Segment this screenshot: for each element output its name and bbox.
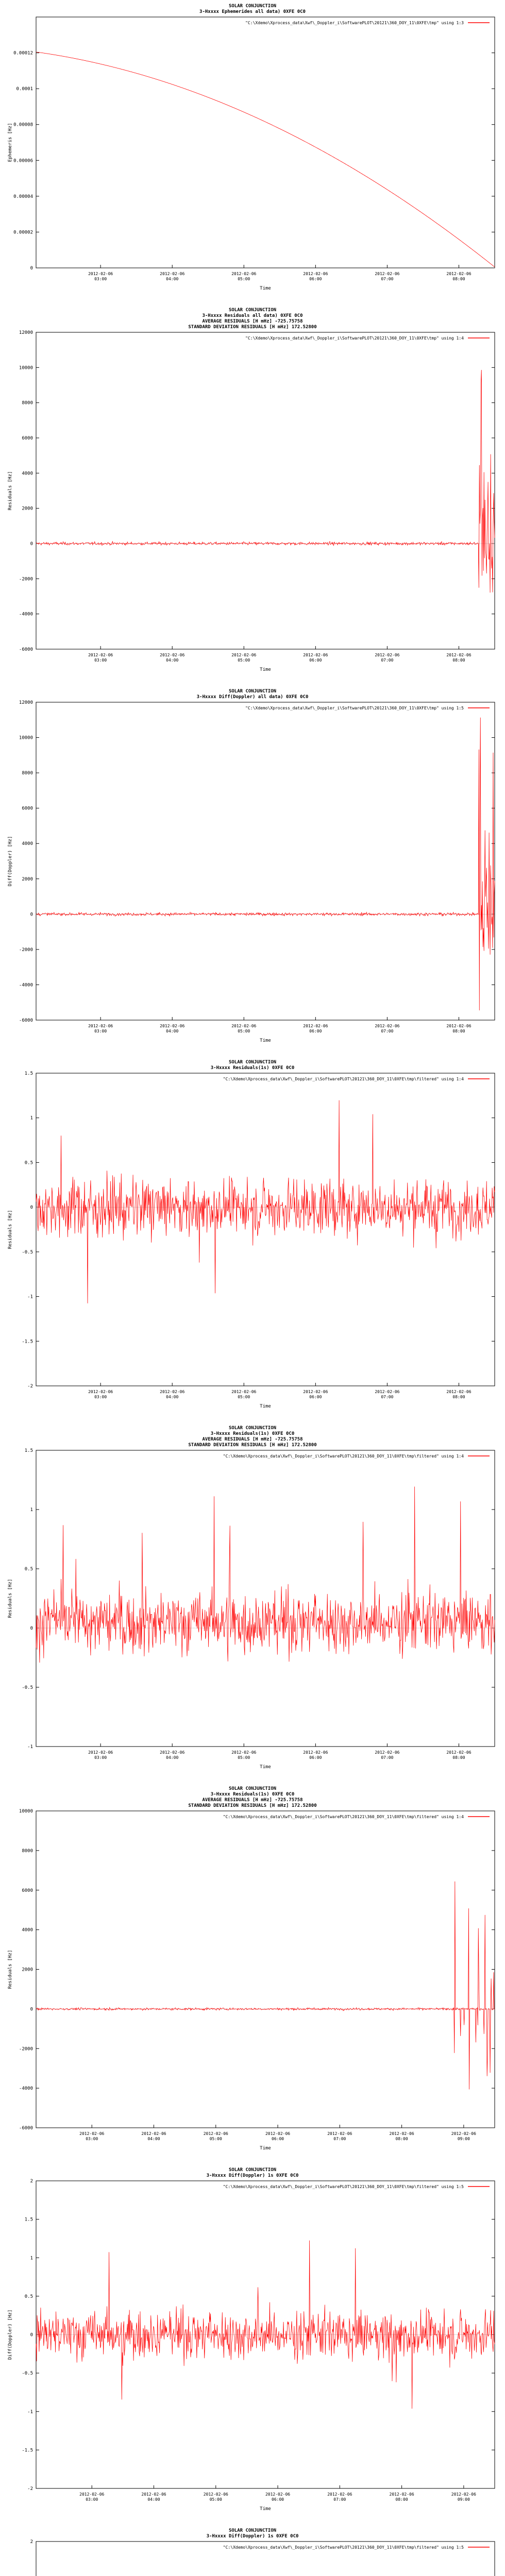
y-tick-label: 1 (30, 1115, 33, 1121)
x-tick-label: 2012-02-06 05:00 (231, 272, 257, 281)
x-axis-label: Time (260, 2506, 271, 2512)
x-tick-label: 2012-02-06 03:00 (88, 1389, 113, 1399)
chart-panel-6 (8, 1786, 495, 2151)
legend-label: "C:\Xdemo\Xprocess_data\Xwf\_Doppler_i\SoftwarePLOT\20121\360_DOY_11\0XFE\tmp\filtered" using 1:4 (223, 1815, 464, 1819)
y-tick-label: 2 (30, 2179, 33, 2184)
y-tick-label: 0.00008 (13, 122, 33, 128)
y-tick-label: 0 (30, 2332, 33, 2338)
x-tick-label: 2012-02-06 06:00 (265, 2131, 291, 2141)
x-tick-label: 2012-02-06 06:00 (303, 1389, 328, 1399)
chart-title: SOLAR CONJUNCTION (228, 689, 277, 694)
chart-subtitle: 3-Hxxxx Diff(Doppler) all data) 0XFE 0C0 (196, 694, 309, 700)
y-tick-label: 2000 (22, 1967, 33, 1973)
chart-subtitle: 3-Hxxxx Residuals all data) 0XFE 0C0 (202, 313, 303, 318)
chart-title: SOLAR CONJUNCTION (228, 308, 277, 313)
x-tick-label: 2012-02-06 09:00 (451, 2492, 476, 2502)
x-tick-label: 2012-02-06 04:00 (160, 653, 185, 663)
legend-label: "C:\Xdemo\Xprocess_data\Xwf\_Doppler_i\SoftwarePLOT\20121\360_DOY_11\0XFE\tmp" using 1:4 (245, 336, 464, 341)
x-tick-label: 2012-02-06 07:00 (327, 2131, 352, 2141)
plot-frame (36, 1811, 495, 2128)
legend-label: "C:\Xdemo\Xprocess_data\Xwf\_Doppler_i\SoftwarePLOT\20121\360_DOY_11\0XFE\tmp\filtered" using 1:4 (223, 1454, 464, 1459)
x-tick-label: 2012-02-06 07:00 (375, 1024, 400, 1033)
y-tick-label: 10000 (19, 1809, 33, 1814)
x-tick-label: 2012-02-06 07:00 (375, 1389, 400, 1399)
y-tick-label: -0.5 (22, 1249, 33, 1255)
y-tick-label: 1.5 (24, 2217, 33, 2223)
y-tick-label: -0.5 (22, 2371, 33, 2377)
x-tick-label: 2012-02-06 04:00 (141, 2492, 166, 2502)
y-tick-label: 0.00012 (13, 50, 33, 56)
y-tick-label: 6000 (22, 436, 33, 441)
chart-subtitle: 3-Hxxxx Residuals(1s) 0XFE 0C0 (210, 1792, 295, 1797)
y-tick-label: 0 (30, 266, 33, 271)
y-tick-label: 2000 (22, 876, 33, 882)
chart-panel-7 (8, 2167, 495, 2512)
chart-panel-8 (8, 2528, 495, 2576)
chart-title: SOLAR CONJUNCTION (228, 4, 277, 9)
y-tick-label: 8000 (22, 771, 33, 776)
y-tick-label: 8000 (22, 1848, 33, 1854)
x-tick-label: 2012-02-06 07:00 (327, 2492, 352, 2502)
y-tick-label: -2 (27, 1384, 33, 1389)
chart-title: SOLAR CONJUNCTION (228, 1060, 277, 1065)
y-axis-label: Residuals [Hz] (8, 1210, 13, 1249)
y-tick-label: 0 (30, 541, 33, 547)
y-tick-label: 2 (30, 2539, 33, 2545)
y-tick-label: 0.00006 (13, 158, 33, 164)
x-axis-label: Time (260, 667, 271, 672)
y-tick-label: 8000 (22, 400, 33, 406)
plot-frame (36, 1450, 495, 1747)
chart-title: SOLAR CONJUNCTION (228, 2167, 277, 2173)
chart-title: SOLAR CONJUNCTION (228, 2528, 277, 2533)
x-tick-label: 2012-02-06 04:00 (160, 272, 185, 281)
y-tick-label: 0 (30, 1626, 33, 1631)
y-tick-label: 6000 (22, 806, 33, 811)
y-tick-label: 4000 (22, 841, 33, 847)
x-tick-label: 2012-02-06 08:00 (446, 1389, 472, 1399)
x-tick-label: 2012-02-06 08:00 (389, 2131, 414, 2141)
y-tick-label: 0 (30, 1205, 33, 1211)
x-axis-label: Time (260, 1765, 271, 1770)
y-tick-label: 6000 (22, 1888, 33, 1893)
chart-subtitle: 3-Hxxxx Ephemerides all data) 0XFE 0C0 (199, 9, 306, 14)
y-tick-label: 2000 (22, 506, 33, 512)
chart-panel-1 (8, 4, 495, 291)
y-axis-label: Ephemeris [Hz] (8, 123, 13, 162)
plot-frame (36, 17, 495, 268)
y-tick-label: -0.5 (22, 1685, 33, 1690)
y-tick-label: 0.5 (24, 1567, 33, 1572)
y-tick-label: 12000 (19, 700, 33, 705)
chart-stat: STANDARD DEVIATION RESIDUALS [H mHz] 172.52800 (188, 1803, 317, 1808)
y-tick-label: 1.5 (24, 1448, 33, 1453)
x-tick-label: 2012-02-06 04:00 (160, 1024, 185, 1033)
y-tick-label: -1 (27, 1294, 33, 1300)
x-tick-label: 2012-02-06 05:00 (203, 2492, 228, 2502)
y-tick-label: -6000 (19, 647, 33, 652)
x-axis-label: Time (260, 1038, 271, 1043)
x-tick-label: 2012-02-06 03:00 (88, 653, 113, 663)
x-tick-label: 2012-02-06 07:00 (375, 653, 400, 663)
y-tick-label: -1.5 (22, 2448, 33, 2453)
chart-panel-4 (8, 1060, 495, 1409)
plot-frame (36, 1073, 495, 1386)
y-axis-label: Residuals [Hz] (8, 1950, 13, 1989)
y-axis-label: Residuals [Hz] (8, 1579, 13, 1618)
y-tick-label: -2000 (19, 577, 33, 582)
x-tick-label: 2012-02-06 07:00 (375, 1750, 400, 1760)
x-tick-label: 2012-02-06 03:00 (79, 2131, 105, 2141)
legend-label: "C:\Xdemo\Xprocess_data\Xwf\_Doppler_i\SoftwarePLOT\20121\360_DOY_11\0XFE\tmp\filtered" using 1:5 (223, 2545, 464, 2550)
x-tick-label: 2012-02-06 08:00 (446, 653, 472, 663)
y-tick-label: 0.0001 (16, 87, 33, 92)
y-tick-label: 0.00002 (13, 230, 33, 235)
y-tick-label: 0 (30, 912, 33, 918)
y-tick-label: 0 (30, 2007, 33, 2012)
y-tick-label: -4000 (19, 2086, 33, 2092)
x-tick-label: 2012-02-06 05:00 (203, 2131, 228, 2141)
chart-title: SOLAR CONJUNCTION (228, 1426, 277, 1431)
chart-stat: STANDARD DEVIATION RESIDUALS [H mHz] 172.52800 (188, 1443, 317, 1448)
y-tick-label: -4000 (19, 982, 33, 988)
y-tick-label: -4000 (19, 612, 33, 617)
x-tick-label: 2012-02-06 07:00 (375, 272, 400, 281)
y-tick-label: 0.00004 (13, 194, 33, 199)
plot-frame (36, 332, 495, 649)
y-axis-label: Diff(Doppler) [Hz] (8, 836, 13, 887)
y-tick-label: -1 (27, 2409, 33, 2415)
x-tick-label: 2012-02-06 09:00 (451, 2131, 476, 2141)
y-tick-label: -6000 (19, 1018, 33, 1023)
y-tick-label: 1 (30, 2256, 33, 2261)
y-tick-label: 12000 (19, 330, 33, 335)
x-tick-label: 2012-02-06 06:00 (265, 2492, 291, 2502)
x-tick-label: 2012-02-06 08:00 (446, 1750, 472, 1760)
y-tick-label: -2000 (19, 2046, 33, 2052)
y-tick-label: -2 (27, 2486, 33, 2492)
x-tick-label: 2012-02-06 03:00 (88, 1750, 113, 1760)
x-tick-label: 2012-02-06 06:00 (303, 653, 328, 663)
chart-subtitle: 3-Hxxxx Diff(Doppler) 1s 0XFE 0C0 (206, 2173, 299, 2178)
x-tick-label: 2012-02-06 05:00 (231, 653, 257, 663)
chart-stat: STANDARD DEVIATION RESIDUALS [H mHz] 172.52800 (188, 325, 317, 330)
chart-subtitle: 3-Hxxxx Residuals(1s) 0XFE 0C0 (210, 1065, 295, 1071)
y-tick-label: 10000 (19, 365, 33, 371)
x-tick-label: 2012-02-06 05:00 (231, 1389, 257, 1399)
y-axis-label: Diff(Doppler) [Hz] (8, 2309, 13, 2360)
chart-panel-2 (8, 308, 495, 672)
y-tick-label: 4000 (22, 1927, 33, 1933)
chart-subtitle: 3-Hxxxx Residuals(1s) 0XFE 0C0 (210, 1431, 295, 1436)
x-tick-label: 2012-02-06 05:00 (231, 1750, 257, 1760)
x-tick-label: 2012-02-06 06:00 (303, 272, 328, 281)
x-axis-label: Time (260, 2146, 271, 2151)
x-tick-label: 2012-02-06 08:00 (389, 2492, 414, 2502)
x-tick-label: 2012-02-06 03:00 (88, 1024, 113, 1033)
chart-stat: AVERAGE RESIDUALS [H mHz] -725.75758 (202, 319, 303, 324)
chart-subtitle: 3-Hxxxx Diff(Doppler) 1s 0XFE 0C0 (206, 2534, 299, 2539)
y-tick-label: -6000 (19, 2126, 33, 2131)
y-tick-label: 0.5 (24, 1160, 33, 1166)
x-tick-label: 2012-02-06 03:00 (88, 272, 113, 281)
legend-label: "C:\Xdemo\Xprocess_data\Xwf\_Doppler_i\SoftwarePLOT\20121\360_DOY_11\0XFE\tmp\filtered" using 1:4 (223, 1077, 464, 1081)
legend-label: "C:\Xdemo\Xprocess_data\Xwf\_Doppler_i\SoftwarePLOT\20121\360_DOY_11\0XFE\tmp" using 1:5 (245, 706, 464, 710)
x-tick-label: 2012-02-06 05:00 (231, 1024, 257, 1033)
x-tick-label: 2012-02-06 04:00 (141, 2131, 166, 2141)
x-axis-label: Time (260, 286, 271, 291)
x-tick-label: 2012-02-06 04:00 (160, 1389, 185, 1399)
x-tick-label: 2012-02-06 08:00 (446, 1024, 472, 1033)
chart-title: SOLAR CONJUNCTION (228, 1786, 277, 1791)
x-axis-label: Time (260, 1404, 271, 1409)
chart-panel-5 (8, 1426, 495, 1770)
x-tick-label: 2012-02-06 08:00 (446, 272, 472, 281)
x-tick-label: 2012-02-06 06:00 (303, 1750, 328, 1760)
y-tick-label: 4000 (22, 471, 33, 477)
y-tick-label: 1 (30, 1507, 33, 1513)
y-tick-label: -1 (27, 1744, 33, 1750)
y-tick-label: -2000 (19, 947, 33, 953)
x-tick-label: 2012-02-06 03:00 (79, 2492, 105, 2502)
y-tick-label: 1.5 (24, 1071, 33, 1076)
y-tick-label: 10000 (19, 735, 33, 741)
chart-stat: AVERAGE RESIDUALS [H mHz] -725.75758 (202, 1798, 303, 1803)
x-tick-label: 2012-02-06 04:00 (160, 1750, 185, 1760)
legend-label: "C:\Xdemo\Xprocess_data\Xwf\_Doppler_i\SoftwarePLOT\20121\360_DOY_11\0XFE\tmp" using 1:3 (245, 21, 464, 25)
y-axis-label: Residuals [Hz] (8, 471, 13, 511)
y-tick-label: -1.5 (22, 1339, 33, 1345)
y-tick-label: 0.5 (24, 2294, 33, 2299)
legend-label: "C:\Xdemo\Xprocess_data\Xwf\_Doppler_i\SoftwarePLOT\20121\360_DOY_11\0XFE\tmp\filtered" using 1:5 (223, 2184, 464, 2189)
x-tick-label: 2012-02-06 06:00 (303, 1024, 328, 1033)
chart-panel-3 (8, 689, 495, 1043)
chart-stat: AVERAGE RESIDUALS [H mHz] -725.75758 (202, 1437, 303, 1442)
plot-frame (36, 702, 495, 1020)
